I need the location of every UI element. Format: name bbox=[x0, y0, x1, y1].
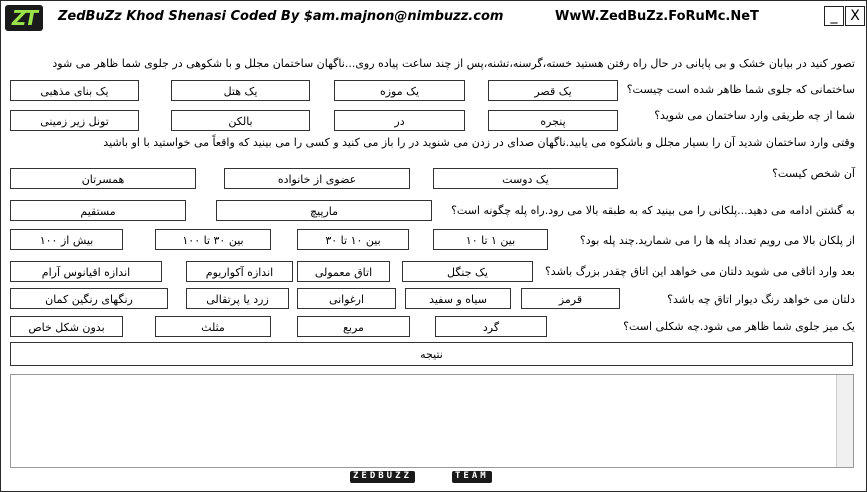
option-black-white-button[interactable]: سیاه و سفید bbox=[405, 288, 511, 309]
option-red-button[interactable]: قرمز bbox=[521, 288, 620, 309]
option-normal-room-button[interactable]: اتاق معمولی bbox=[297, 261, 390, 282]
footer-team: TEAM bbox=[452, 471, 492, 483]
option-rainbow-button[interactable]: رنگهای رنگین کمان bbox=[10, 288, 168, 309]
option-door-button[interactable]: در bbox=[334, 110, 465, 131]
option-family-member-button[interactable]: عضوی از خانواده bbox=[224, 168, 410, 189]
question-wall-color: دلتان می خواهد رنگ دیوار اتاق چه باشد؟ bbox=[667, 293, 855, 306]
option-palace-button[interactable]: یک قصر bbox=[488, 80, 618, 101]
result-output-text bbox=[11, 375, 853, 383]
option-no-shape-button[interactable]: بدون شکل خاص bbox=[10, 316, 123, 337]
option-ocean-button[interactable]: اندازه اقیانوس آرام bbox=[10, 261, 162, 282]
option-1-10-button[interactable]: بین ۱ تا ۱۰ bbox=[433, 229, 548, 250]
option-30-100-button[interactable]: بین ۳۰ تا ۱۰۰ bbox=[155, 229, 271, 250]
site-url: WwW.ZedBuZz.FoRuMc.NeT bbox=[555, 9, 759, 24]
option-religious-building-button[interactable]: یک بنای مذهبی bbox=[10, 80, 139, 101]
question-entrance: شما از چه طریقی وارد ساختمان می شوید؟ bbox=[654, 109, 855, 122]
option-straight-button[interactable]: مستقیم bbox=[10, 200, 186, 221]
option-square-button[interactable]: مربع bbox=[297, 316, 410, 337]
question-steps: از پلکان بالا می رویم تعداد پله ها را می شمارید.چند پله بود؟ bbox=[579, 234, 855, 247]
option-over-100-button[interactable]: بیش از ۱۰۰ bbox=[10, 229, 123, 250]
option-triangle-button[interactable]: مثلث bbox=[155, 316, 271, 337]
scrollbar[interactable] bbox=[836, 375, 853, 467]
question-table-shape: یک میز جلوی شما ظاهر می شود.چه شکلی است؟ bbox=[623, 320, 855, 333]
option-aquarium-button[interactable]: اندازه آکواریوم bbox=[186, 261, 293, 282]
minimize-button[interactable]: _ bbox=[824, 6, 844, 26]
question-person: آن شخص کیست؟ bbox=[772, 167, 855, 180]
option-spiral-button[interactable]: مارپیچ bbox=[216, 200, 432, 221]
intro-text-2: وقتی وارد ساختمان شدید آن را بسیار مجلل و باشکوه می یابید.ناگهان صدای در زدن می شنوید در را باز می کنید و کسی را می بینید که واقعاً می خواستید با او باشید bbox=[103, 136, 855, 149]
option-tunnel-button[interactable]: تونل زیر زمینی bbox=[10, 110, 139, 131]
option-hotel-button[interactable]: یک هتل bbox=[171, 80, 310, 101]
option-round-button[interactable]: گرد bbox=[435, 316, 547, 337]
option-balcony-button[interactable]: بالکن bbox=[171, 110, 310, 131]
window-title: ZedBuZz Khod Shenasi Coded By $am.majnon@nimbuzz.com bbox=[58, 9, 504, 24]
footer-brand: ZEDBUZZ bbox=[350, 471, 415, 483]
question-room-size: بعد وارد اتاقی می شوید دلتان می خواهد این اتاق چقدر بزرگ باشد؟ bbox=[544, 265, 855, 278]
option-spouse-button[interactable]: همسرتان bbox=[10, 168, 196, 189]
option-10-30-button[interactable]: بین ۱۰ تا ۳۰ bbox=[297, 229, 409, 250]
result-button[interactable]: نتیجه bbox=[10, 342, 853, 366]
option-yellow-orange-button[interactable]: زرد یا پرتقالی bbox=[186, 288, 289, 309]
question-staircase: به گشتن ادامه می دهید...پلکانی را می بینید که به طبقه بالا می رود.راه پله چگونه است؟ bbox=[451, 204, 855, 217]
option-museum-button[interactable]: یک موزه bbox=[334, 80, 465, 101]
result-output[interactable] bbox=[10, 374, 854, 468]
option-friend-button[interactable]: یک دوست bbox=[433, 168, 618, 189]
intro-text: تصور کنید در بیابان خشک و بی پایانی در حال راه رفتن هستید خسته،گرسنه،تشنه،پس از چند ساعت پیاده روی...ناگهان ساختمان مجلل و با شکوهی در جلوی شما ظاهر می شود bbox=[52, 57, 855, 70]
option-forest-button[interactable]: یک جنگل bbox=[402, 261, 533, 282]
app-logo: ZT bbox=[5, 5, 43, 31]
close-button[interactable]: X bbox=[845, 6, 865, 26]
option-window-button[interactable]: پنجره bbox=[488, 110, 618, 131]
option-purple-button[interactable]: ارغوانی bbox=[297, 288, 396, 309]
question-building: ساختمانی که جلوی شما ظاهر شده است چیست؟ bbox=[626, 83, 855, 96]
